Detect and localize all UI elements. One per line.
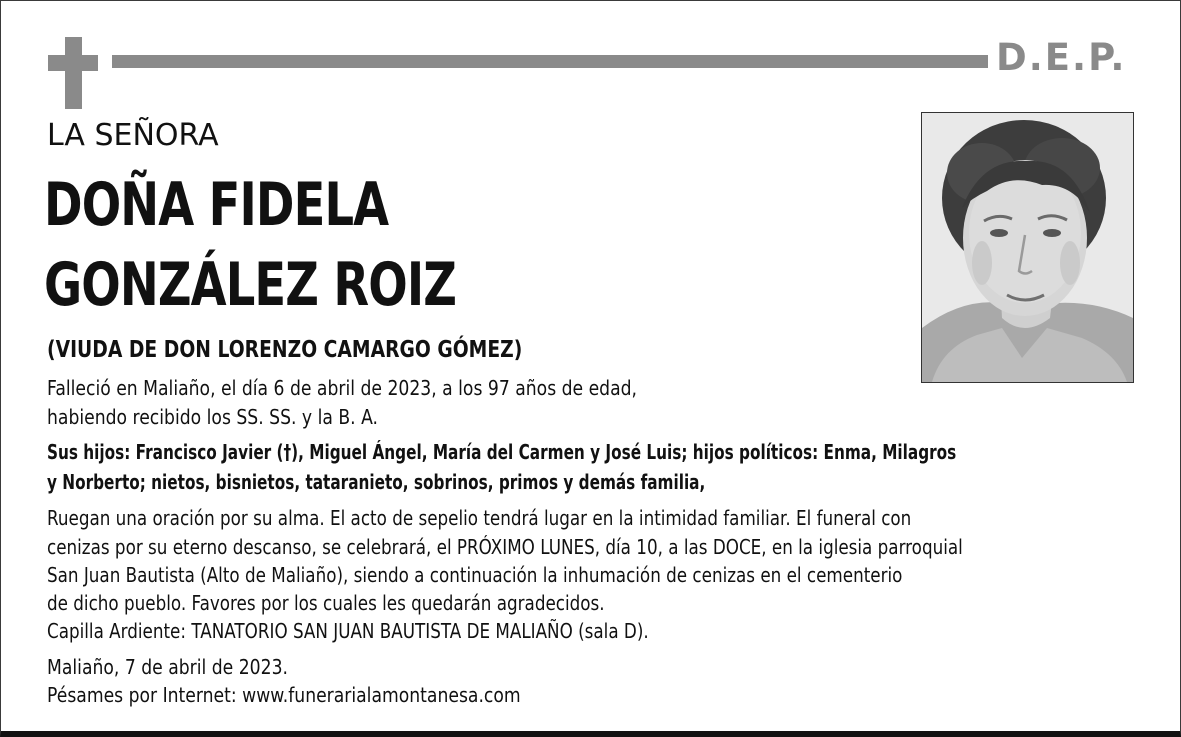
- family-line: y Norberto; nietos, bisnietos, tataranieto, sobrinos, primos y demás familia,: [47, 470, 706, 494]
- condolences-line: Pésames por Internet: www.funerarialamontanesa.com: [47, 683, 521, 707]
- service-line: cenizas por su eterno descanso, se celebrará, el PRÓXIMO LUNES, día 10, a las DOCE, en la iglesia parroquial: [47, 535, 963, 559]
- place-date: Maliaño, 7 de abril de 2023.: [47, 655, 288, 679]
- death-line: Falleció en Maliaño, el día 6 de abril de 2023, a los 97 años de edad,: [47, 376, 638, 400]
- header-rule: [112, 55, 988, 68]
- deceased-name-line-2: GONZÁLEZ ROIZ: [44, 250, 457, 320]
- service-line: San Juan Bautista (Alto de Maliaño), siendo a continuación la inhumación de cenizas en el cementerio: [47, 563, 903, 587]
- death-line: habiendo recibido los SS. SS. y la B. A.: [47, 405, 379, 429]
- dep-label: D.E.P.: [996, 36, 1127, 79]
- salutation: LA SEÑORA: [47, 118, 219, 153]
- service-line: de dicho pueblo. Favores por los cuales les quedarán agradecidos.: [47, 591, 605, 615]
- cross-icon: [65, 37, 82, 109]
- chapel-line: Capilla Ardiente: TANATORIO SAN JUAN BAUTISTA DE MALIAÑO (sala D).: [47, 619, 649, 643]
- portrait-photo: [921, 112, 1134, 383]
- widow-of-line: (VIUDA DE DON LORENZO CAMARGO GÓMEZ): [47, 337, 523, 363]
- family-line: Sus hijos: Francisco Javier (†), Miguel Ángel, María del Carmen y José Luis; hijos políticos: Enma, Milagros: [47, 440, 957, 464]
- service-line: Ruegan una oración por su alma. El acto de sepelio tendrá lugar en la intimidad familiar. El funeral con: [47, 506, 912, 530]
- cross-icon-bar: [48, 55, 98, 71]
- deceased-name-line-1: DOÑA FIDELA: [44, 170, 389, 240]
